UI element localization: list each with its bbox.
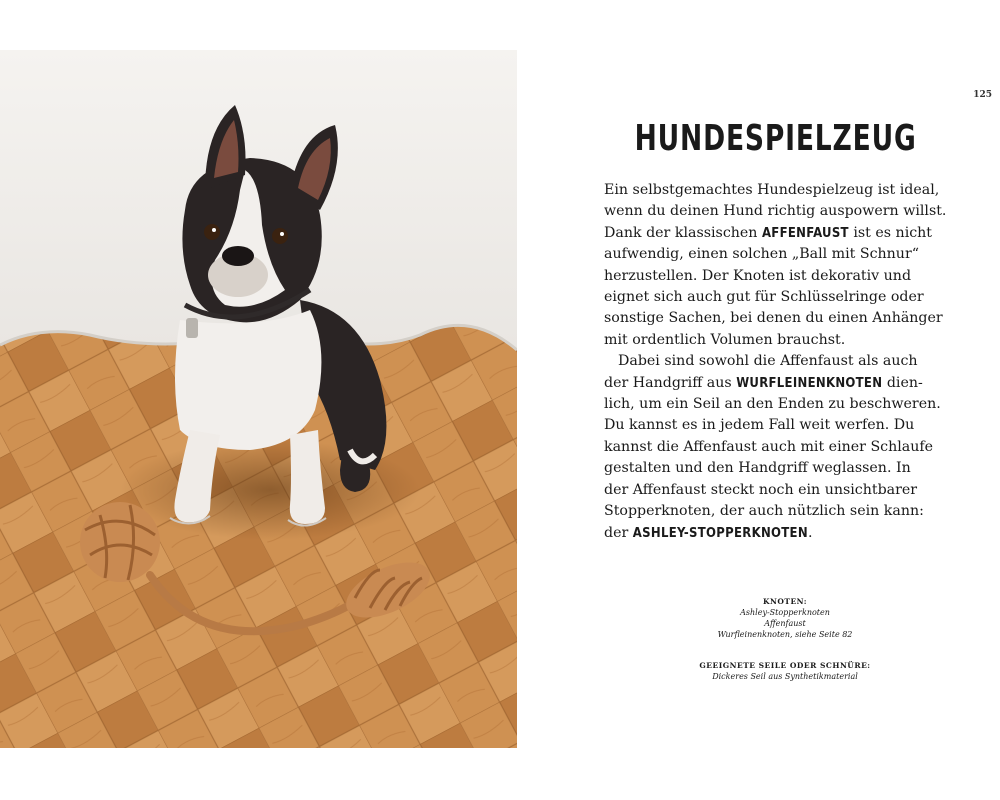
text-line: wenn du deinen Hund richtig auspowern willst.	[604, 203, 947, 220]
text-line: aufwendig, einen solchen „Ball mit Schnur“	[604, 246, 919, 263]
text-line: mit ordentlich Volumen brauchst.	[604, 331, 846, 348]
text-line: Ein selbstgemachtes Hundespielzeug ist ideal,	[604, 182, 940, 198]
knots-info-box	[690, 596, 880, 682]
text-line: der Handgriff aus WURFLEINENKNOTEN dien-	[604, 374, 923, 391]
text-line: eignet sich auch gut für Schlüsselringe oder	[604, 289, 924, 306]
text-line: gestalten und den Handgriff weglassen. In	[604, 460, 911, 477]
knot-keyword: ASHLEY-STOPPERKNOTEN	[632, 525, 808, 541]
knot-item: Wurfleinenknoten, siehe Seite 82	[717, 630, 853, 639]
page-number: 125	[973, 90, 992, 100]
ropes-heading: GEEIGNETE SEILE ODER SCHNÜRE:	[699, 661, 871, 670]
text-line: Stopperknoten, der auch nützlich sein kann:	[604, 503, 924, 520]
page-title: HUNDESPIELZEUG	[634, 118, 917, 159]
rope-item: Dickeres Seil aus Synthetikmaterial	[712, 672, 858, 681]
text-line: kannst die Affenfaust auch mit einer Schlaufe	[604, 438, 934, 455]
text-line: herzustellen. Der Knoten ist dekorativ und	[604, 267, 912, 284]
text-line: der Affenfaust steckt noch ein unsichtbarer	[604, 481, 918, 498]
text-line: der ASHLEY-STOPPERKNOTEN.	[604, 524, 813, 541]
body-text	[604, 180, 949, 544]
text-line: sonstige Sachen, bei denen du einen Anhänger	[604, 310, 943, 327]
knot-keyword: WURFLEINENKNOTEN	[736, 375, 883, 391]
knot-item: Ashley-Stopperknoten	[740, 608, 830, 617]
knots-heading: KNOTEN:	[762, 597, 808, 606]
text-line: lich, um ein Seil an den Enden zu beschweren.	[604, 396, 941, 413]
text-line: Dank der klassischen AFFENFAUST ist es nicht	[604, 224, 933, 241]
photo-illustration	[0, 50, 517, 748]
photo-dog-with-rope-toy	[0, 50, 517, 748]
knot-keyword: AFFENFAUST	[761, 225, 849, 241]
knot-item: Affenfaust	[764, 619, 806, 628]
text-line: Dabei sind sowohl die Affenfaust als auch	[618, 353, 918, 370]
text-line: Du kannst es in jedem Fall weit werfen. Du	[604, 417, 915, 434]
